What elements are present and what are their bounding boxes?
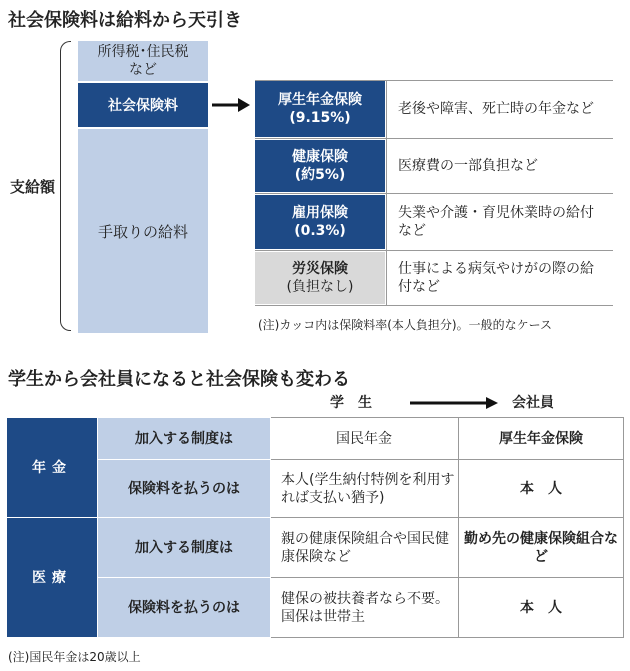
tax-block	[78, 41, 208, 81]
category-pension: 年金	[7, 418, 98, 518]
brace	[60, 41, 71, 331]
insurance-desc: 医療費の一部負担など	[398, 158, 538, 174]
social-label: 社会保険料	[108, 98, 178, 114]
divider	[255, 305, 613, 306]
insurance-name: 厚生年金保険 (9.15%)	[255, 81, 385, 137]
social-block	[78, 83, 208, 127]
bottom-note: (注)国民年金は20歳以上	[8, 650, 141, 664]
divider	[386, 80, 387, 306]
row-item: 加入する制度は	[98, 418, 271, 460]
takehome-block	[78, 129, 208, 333]
header-employee: 会社員	[512, 395, 554, 411]
table-row	[7, 578, 624, 638]
top-title: 社会保険料は給料から天引き	[8, 10, 242, 31]
employee-value: 本 人	[459, 460, 624, 518]
table-row	[7, 418, 624, 460]
insurance-desc: 失業や介護・育児休業時の給付など	[398, 205, 594, 239]
insurance-name: 雇用保険 (0.3%)	[255, 195, 385, 249]
comparison-table	[6, 417, 624, 638]
student-value: 国民年金	[271, 418, 459, 460]
divider	[255, 193, 613, 194]
table-row	[7, 460, 624, 518]
table-row	[7, 518, 624, 578]
pay-label: 支給額	[10, 178, 56, 196]
student-value: 親の健康保険組合や国民健康保険など	[271, 518, 459, 578]
divider	[255, 250, 613, 251]
insurance-name: 健康保険 (約5%)	[255, 140, 385, 192]
arrow-right-icon	[212, 97, 252, 113]
top-note: (注)カッコ内は保険料率(本人負担分)。一般的なケース	[258, 318, 553, 332]
insurance-desc: 老後や障害、死亡時の年金など	[398, 101, 594, 117]
bottom-title: 学生から会社員になると社会保険も変わる	[8, 369, 350, 390]
header-student: 学 生	[330, 395, 372, 411]
takehome-label: 手取りの給料	[97, 222, 188, 241]
insurance-name: 労災保険 (負担なし)	[255, 252, 385, 304]
row-item: 保険料を払うのは	[98, 578, 271, 638]
arrow-right-icon	[410, 396, 500, 410]
employee-value: 厚生年金保険	[459, 418, 624, 460]
student-value: 本人(学生納付特例を利用すれば支払い猶予)	[271, 460, 459, 518]
row-item: 加入する制度は	[98, 518, 271, 578]
employee-value: 勤め先の健康保険組合など	[459, 518, 624, 578]
category-medical: 医療	[7, 518, 98, 638]
divider	[255, 138, 613, 139]
student-value: 健保の被扶養者なら不要。国保は世帯主	[271, 578, 459, 638]
insurance-desc: 仕事による病気やけがの際の給付など	[398, 261, 594, 295]
tax-label: 所得税･住民税 など	[97, 44, 189, 78]
row-item: 保険料を払うのは	[98, 460, 271, 518]
employee-value: 本 人	[459, 578, 624, 638]
